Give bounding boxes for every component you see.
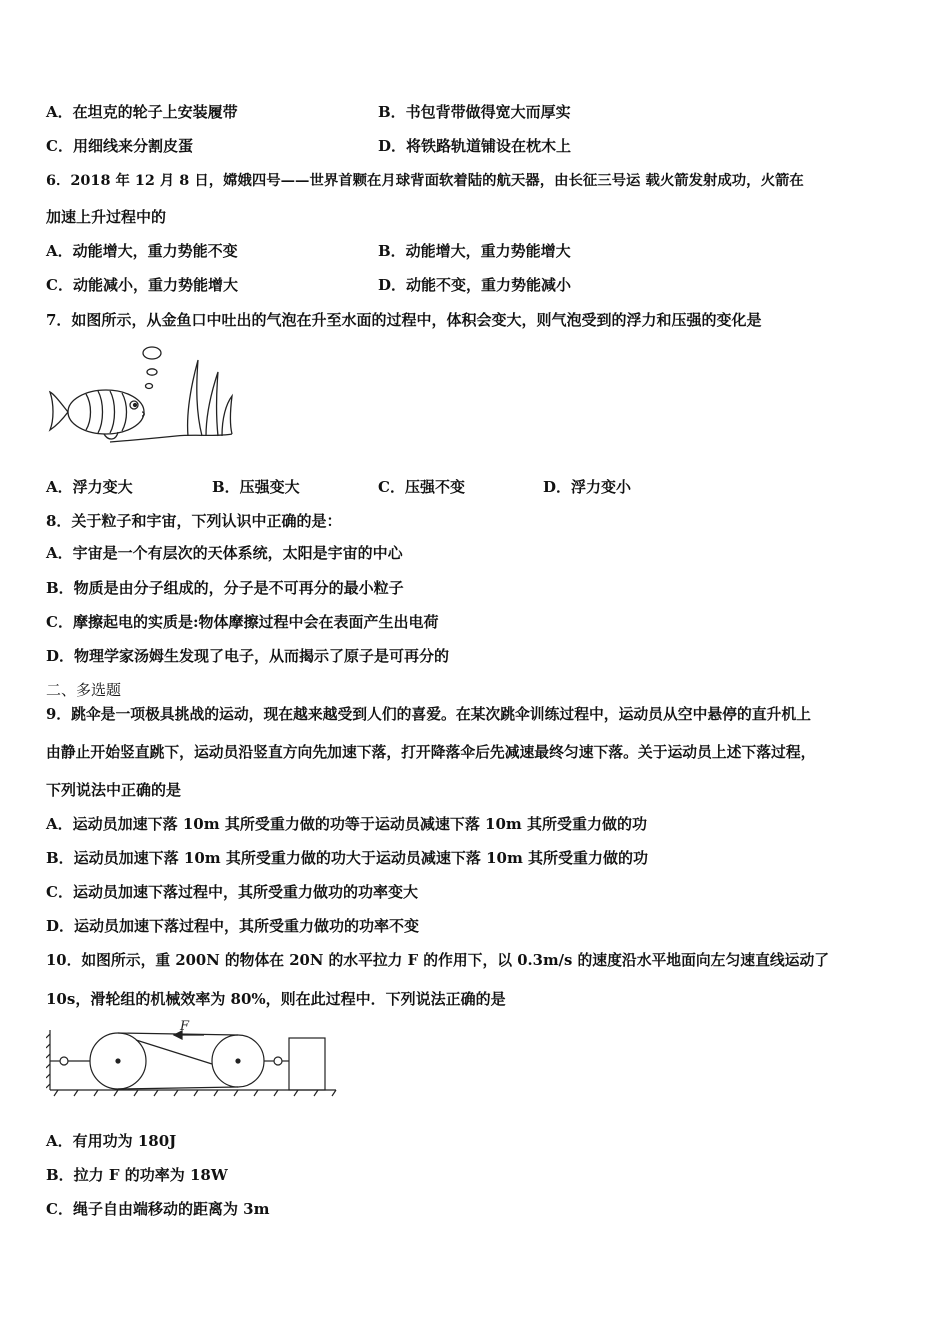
q8-option-a: A．宇宙是一个有层次的天体系统，太阳是宇宙的中心 (46, 544, 403, 562)
fish-body (68, 390, 144, 434)
pulley-figure (46, 1020, 341, 1100)
q9-stem-line2: 由静止开始竖直跳下，运动员沿竖直方向先加速下落，打开降落伞后先减速最终匀速下落。关于运动员上述下落过程， (46, 744, 816, 761)
q5-option-d: D．将铁路轨道铺设在枕木上 (378, 137, 572, 155)
q10-stem-line2: 10s，滑轮组的机械效率为 80%，则在此过程中．下列说法正确的是 (46, 990, 506, 1008)
q10-option-c: C．绳子自由端移动的距离为 3m (46, 1200, 270, 1218)
q5-option-c: C．用细线来分割皮蛋 (46, 137, 193, 155)
q8-option-c: C．摩擦起电的实质是:物体摩擦过程中会在表面产生出电荷 (46, 613, 439, 631)
bubble-medium (147, 369, 157, 375)
q7-option-a: A．浮力变大 (46, 478, 133, 496)
q6-option-b: B．动能增大，重力势能增大 (378, 242, 571, 260)
q6-option-d: D．动能不变，重力势能减小 (378, 276, 572, 294)
q6-option-c: C．动能减小，重力势能增大 (46, 276, 238, 294)
q9-option-c: C．运动员加速下落过程中，其所受重力做功的功率变大 (46, 883, 418, 901)
q9-option-b: B．运动员加速下落 10m 其所受重力做的功大于运动员减速下落 10m 其所受重力做的功 (46, 849, 649, 867)
q6-stem-line1: 6．2018 年 12 月 8 日，嫦娥四号——世界首颗在月球背面软着陆的航天器，由长征三号运 载火箭发射成功，火箭在 (46, 172, 804, 189)
q7-option-d: D．浮力变小 (543, 478, 632, 496)
q9-option-d: D．运动员加速下落过程中，其所受重力做功的功率不变 (46, 917, 420, 935)
ground-line (110, 434, 232, 442)
q6-option-a: A．动能增大，重力势能不变 (46, 242, 238, 260)
block (289, 1038, 325, 1090)
q9-stem-line1: 9．跳伞是一项极具挑战的运动，现在越来越受到人们的喜爱。在某次跳伞训练过程中，运动员从空中悬停的直升机上 (46, 706, 811, 723)
bubble-small (146, 384, 153, 389)
q5-option-a: A．在坦克的轮子上安装履带 (46, 103, 238, 121)
q7-option-c: C．压强不变 (378, 478, 465, 496)
q8-option-d: D．物理学家汤姆生发现了电子，从而揭示了原子是可再分的 (46, 647, 450, 665)
q7-option-b: B．压强变大 (212, 478, 300, 496)
goldfish-figure (46, 342, 241, 447)
q5-option-b: B．书包背带做得宽大而厚实 (378, 103, 571, 121)
q10-option-a: A．有用功为 180J (46, 1132, 177, 1150)
force-label: F (180, 1020, 190, 1034)
q8-option-b: B．物质是由分子组成的，分子是不可再分的最小粒子 (46, 579, 404, 597)
q6-stem-line2: 加速上升过程中的 (46, 208, 167, 226)
q10-option-b: B．拉力 F 的功率为 18W (46, 1166, 228, 1184)
section-title: 二、多选题 (46, 681, 122, 699)
q10-stem-line1: 10．如图所示，重 200N 的物体在 20N 的水平拉力 F 的作用下，以 0.3m/s 的速度沿水平地面向左匀速直线运动了 (46, 952, 830, 969)
q9-option-a: A．运动员加速下落 10m 其所受重力做的功等于运动员减速下落 10m 其所受重力做的功 (46, 815, 648, 833)
q7-stem: 7．如图所示，从金鱼口中吐出的气泡在升至水面的过程中，体积会变大，则气泡受到的浮力和压强的变化是 (46, 311, 762, 329)
q9-stem-line3: 下列说法中正确的是 (46, 781, 182, 799)
fish-tail (50, 392, 68, 430)
bubble-large (143, 347, 161, 359)
seaweed (188, 360, 202, 436)
q8-stem: 8．关于粒子和宇宙，下列认识中正确的是： (46, 512, 342, 530)
